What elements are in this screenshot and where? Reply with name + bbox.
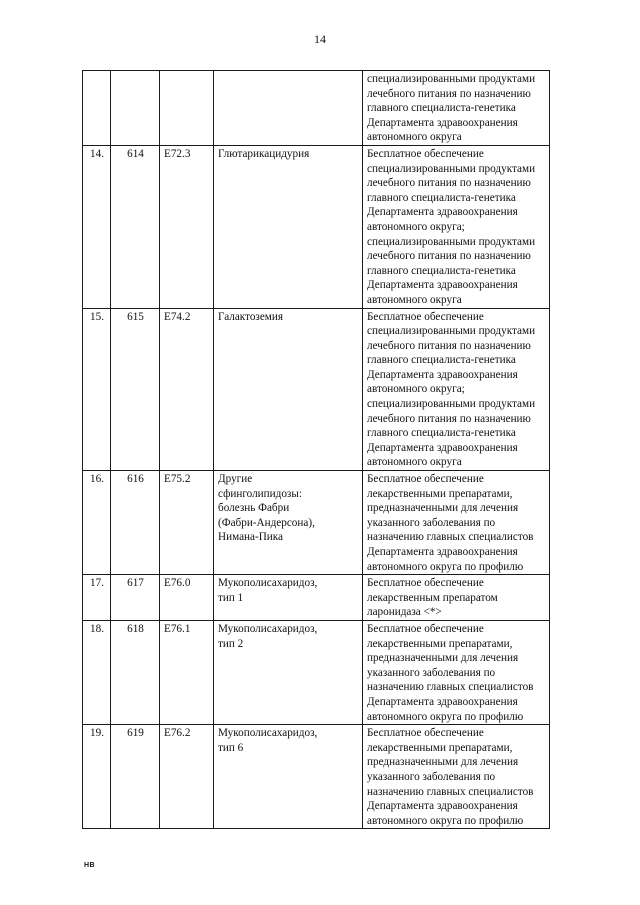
row-code: 614 (111, 145, 160, 308)
row-description: специализированными продуктами лечебного питания по назначению главного специалиста-генетика Департамента здравоохранения автономного округа (363, 71, 550, 146)
row-mkb-code: E76.2 (160, 725, 214, 829)
row-number: 15. (83, 308, 111, 471)
row-code (111, 71, 160, 146)
row-disease-name: Мукополисахаридоз, тип 1 (214, 575, 363, 621)
row-mkb-code (160, 71, 214, 146)
table-row-continuation (83, 71, 550, 146)
row-number: 19. (83, 725, 111, 829)
row-number: 16. (83, 471, 111, 575)
row-mkb-code: E76.1 (160, 620, 214, 724)
row-description: Бесплатное обеспечение лекарственным препаратом ларонидаза <*> (363, 575, 550, 621)
table-row (83, 471, 550, 575)
row-description: Бесплатное обеспечение лекарственными препаратами, предназначенными для лечения указанного заболевания по назначению главных специалистов Департамента здравоохранения автономного округа по профилю (363, 471, 550, 575)
row-description: Бесплатное обеспечение лекарственными препаратами, предназначенными для лечения указанного заболевания по назначению главных специалистов Департамента здравоохранения автономного округа по профилю (363, 620, 550, 724)
table-row (83, 620, 550, 724)
row-disease-name: Мукополисахаридоз, тип 6 (214, 725, 363, 829)
row-number: 17. (83, 575, 111, 621)
row-code: 618 (111, 620, 160, 724)
table-row (83, 145, 550, 308)
row-disease-name (214, 71, 363, 146)
row-mkb-code: E74.2 (160, 308, 214, 471)
row-mkb-code: E72.3 (160, 145, 214, 308)
row-code: 615 (111, 308, 160, 471)
table-row (83, 575, 550, 621)
row-code: 617 (111, 575, 160, 621)
row-disease-name: Другие сфинголипидозы: болезнь Фабри (Фабри-Андерсона), Нимана-Пика (214, 471, 363, 575)
row-description: Бесплатное обеспечение специализированными продуктами лечебного питания по назначению главного специалиста-генетика Департамента здравоохранения автономного округа; специализированными продуктами лечебного питания по назначению главного специалиста-генетика Департамента здравоохранения автономного округа (363, 145, 550, 308)
disease-table (82, 70, 550, 829)
row-description: Бесплатное обеспечение лекарственными препаратами, предназначенными для лечения указанного заболевания по назначению главных специалистов Департамента здравоохранения автономного округа по профилю (363, 725, 550, 829)
row-number: 18. (83, 620, 111, 724)
row-code: 616 (111, 471, 160, 575)
row-mkb-code: E76.0 (160, 575, 214, 621)
row-number (83, 71, 111, 146)
row-description: Бесплатное обеспечение специализированными продуктами лечебного питания по назначению главного специалиста-генетика Департамента здравоохранения автономного округа; специализированными продуктами лечебного питания по назначению главного специалиста-генетика Департамента здравоохранения автономного округа (363, 308, 550, 471)
row-mkb-code: E75.2 (160, 471, 214, 575)
row-number: 14. (83, 145, 111, 308)
page-number: 14 (314, 32, 326, 46)
row-code: 619 (111, 725, 160, 829)
row-disease-name: Глютарикацидурия (214, 145, 363, 308)
footer-mark: НВ (84, 862, 96, 869)
row-disease-name: Мукополисахаридоз, тип 2 (214, 620, 363, 724)
table-row (83, 308, 550, 471)
table-row (83, 725, 550, 829)
row-disease-name: Галактоземия (214, 308, 363, 471)
